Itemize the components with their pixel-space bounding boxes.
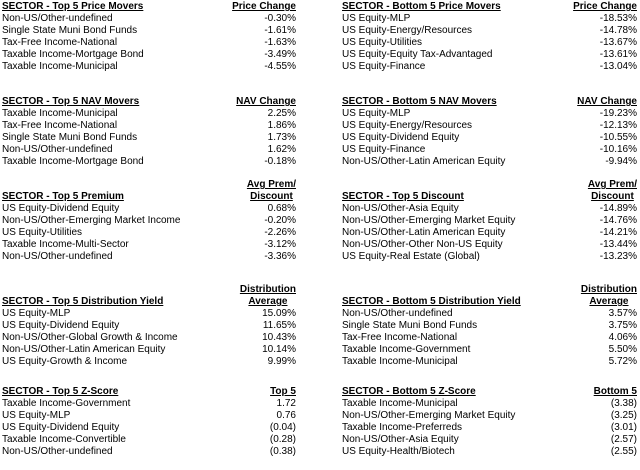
sector-name: US Equity-Energy/Resources bbox=[342, 120, 473, 131]
section-header bbox=[341, 177, 638, 203]
table-row bbox=[1, 422, 297, 434]
table-row bbox=[1, 156, 297, 168]
sector-value: -18.53% bbox=[599, 13, 637, 24]
section-sector-bottom-5-z-score bbox=[341, 385, 638, 458]
table-row bbox=[341, 239, 638, 251]
table-row bbox=[341, 410, 638, 422]
section-header bbox=[341, 0, 638, 13]
table-row bbox=[1, 61, 297, 73]
sector-value: 5.50% bbox=[608, 344, 637, 355]
sector-value: -19.23% bbox=[599, 108, 637, 119]
sector-value: -3.36% bbox=[264, 251, 296, 262]
table-row bbox=[341, 251, 638, 263]
metric-header-line: Distribution bbox=[580, 284, 637, 295]
table-row bbox=[341, 320, 638, 332]
table-row bbox=[341, 25, 638, 37]
sector-name: Taxable Income-Government bbox=[342, 344, 471, 355]
sector-value: -14.21% bbox=[599, 227, 637, 238]
table-row bbox=[1, 25, 297, 37]
section-header bbox=[341, 282, 638, 308]
sector-value: (0.38) bbox=[269, 446, 296, 457]
sector-value: -14.78% bbox=[599, 25, 637, 36]
table-row bbox=[341, 144, 638, 156]
metric-header-line: Discount bbox=[250, 191, 293, 202]
section-title: SECTOR - Top 5 Distribution Yield bbox=[2, 296, 164, 307]
sector-name: Taxable Income-Preferreds bbox=[342, 422, 463, 433]
table-row bbox=[1, 239, 297, 251]
sector-value: -13.44% bbox=[599, 239, 637, 250]
section-sector-bottom-5-distribution-yield bbox=[341, 282, 638, 368]
metric-header-line: Bottom 5 bbox=[593, 386, 637, 397]
metric-header bbox=[581, 284, 637, 308]
table-row bbox=[341, 422, 638, 434]
table-row bbox=[341, 156, 638, 168]
sector-name: Non-US/Other-Emerging Market Income bbox=[2, 215, 181, 226]
table-row bbox=[341, 61, 638, 73]
table-row bbox=[1, 356, 297, 368]
sector-name: US Equity-Finance bbox=[342, 144, 426, 155]
metric-header-line: Avg Prem/ bbox=[246, 179, 296, 190]
sector-value: 1.72 bbox=[276, 398, 296, 409]
table-row bbox=[341, 332, 638, 344]
metric-header-line: Discount bbox=[591, 191, 634, 202]
table-row bbox=[341, 227, 638, 239]
sector-value: (2.57) bbox=[610, 434, 637, 445]
table-row bbox=[1, 344, 297, 356]
table-row bbox=[1, 251, 297, 263]
metric-header-line: Average bbox=[589, 296, 629, 307]
sector-name: US Equity-Utilities bbox=[342, 37, 423, 48]
metric-header bbox=[573, 1, 637, 13]
metric-header-line: NAV Change bbox=[577, 96, 637, 107]
sector-value: 5.72% bbox=[608, 356, 637, 367]
sector-value: 11.65% bbox=[262, 320, 296, 331]
sector-name: Single State Muni Bond Funds bbox=[342, 320, 478, 331]
sector-value: (3.38) bbox=[610, 398, 637, 409]
table-row bbox=[1, 320, 297, 332]
table-row bbox=[341, 203, 638, 215]
sector-name: Non-US/Other-Emerging Market Equity bbox=[342, 410, 516, 421]
sector-name: Non-US/Other-Latin American Equity bbox=[2, 344, 166, 355]
section-header bbox=[1, 385, 297, 398]
section-header bbox=[1, 282, 297, 308]
sector-name: US Equity-Dividend Equity bbox=[2, 203, 120, 214]
sector-value: -1.61% bbox=[264, 25, 296, 36]
sector-value: -13.61% bbox=[599, 49, 637, 60]
sector-name: Single State Muni Bond Funds bbox=[2, 132, 138, 143]
section-title: SECTOR - Bottom 5 NAV Movers bbox=[342, 96, 497, 107]
sector-name: Taxable Income-Government bbox=[2, 398, 131, 409]
table-row bbox=[1, 37, 297, 49]
table-row bbox=[341, 37, 638, 49]
sector-value: 1.86% bbox=[267, 120, 296, 131]
table-row bbox=[341, 344, 638, 356]
sector-name: Non-US/Other-undefined bbox=[2, 144, 113, 155]
table-row bbox=[341, 215, 638, 227]
sector-name: Taxable Income-Convertible bbox=[2, 434, 126, 445]
metric-header bbox=[270, 386, 296, 398]
metric-header-line: Price Change bbox=[573, 1, 637, 12]
sector-value: 3.75% bbox=[608, 320, 637, 331]
sector-value: -2.26% bbox=[264, 227, 296, 238]
sector-name: Non-US/Other-Asia Equity bbox=[342, 203, 459, 214]
sector-name: US Equity-Real Estate (Global) bbox=[342, 251, 480, 262]
sector-value: 0.76 bbox=[276, 410, 296, 421]
table-row bbox=[1, 49, 297, 61]
sector-name: Taxable Income-Mortgage Bond bbox=[2, 156, 144, 167]
sector-name: Non-US/Other-undefined bbox=[342, 308, 453, 319]
sector-name: US Equity-Equity Tax-Advantaged bbox=[342, 49, 493, 60]
sector-name: US Equity-Utilities bbox=[2, 227, 83, 238]
metric-header-line: Top 5 bbox=[270, 386, 296, 397]
sector-name: US Equity-Health/Biotech bbox=[342, 446, 455, 457]
sector-value: -0.20% bbox=[264, 215, 296, 226]
sector-value: 3.57% bbox=[608, 308, 637, 319]
sector-value: -10.16% bbox=[599, 144, 637, 155]
metric-header bbox=[588, 179, 637, 203]
sector-name: Taxable Income-Municipal bbox=[342, 356, 458, 367]
table-row bbox=[1, 108, 297, 120]
sector-value: -14.89% bbox=[599, 203, 637, 214]
table-row bbox=[1, 308, 297, 320]
metric-header bbox=[577, 96, 637, 108]
sector-value: (0.28) bbox=[269, 434, 296, 445]
section-header bbox=[1, 95, 297, 108]
section-sector-bottom-5-nav-movers bbox=[341, 95, 638, 168]
section-header bbox=[1, 177, 297, 203]
table-row bbox=[1, 446, 297, 458]
sector-name: US Equity-MLP bbox=[2, 308, 71, 319]
sector-name: Taxable Income-Multi-Sector bbox=[2, 239, 129, 250]
section-sector-top-5-nav-movers bbox=[1, 95, 297, 168]
sector-name: US Equity-Growth & Income bbox=[2, 356, 128, 367]
sector-value: 1.62% bbox=[267, 144, 296, 155]
section-title: SECTOR - Top 5 Z-Score bbox=[2, 386, 119, 397]
sector-name: US Equity-Dividend Equity bbox=[2, 422, 120, 433]
sector-value: -13.04% bbox=[599, 61, 637, 72]
table-row bbox=[1, 144, 297, 156]
sector-value: 9.99% bbox=[267, 356, 296, 367]
sector-name: Non-US/Other-Latin American Equity bbox=[342, 227, 506, 238]
table-row bbox=[341, 120, 638, 132]
sector-name: Taxable Income-Municipal bbox=[342, 398, 458, 409]
section-header bbox=[341, 385, 638, 398]
section-title: SECTOR - Top 5 NAV Movers bbox=[2, 96, 140, 107]
section-sector-top-5-discount bbox=[341, 177, 638, 263]
sector-value: -14.76% bbox=[599, 215, 637, 226]
section-title: SECTOR - Bottom 5 Price Movers bbox=[342, 1, 501, 12]
sector-name: Tax-Free Income-National bbox=[2, 120, 118, 131]
sector-name: Non-US/Other-undefined bbox=[2, 13, 113, 24]
metric-header bbox=[240, 284, 296, 308]
metric-header-line: NAV Change bbox=[236, 96, 296, 107]
metric-header-line: Price Change bbox=[232, 1, 296, 12]
metric-header bbox=[236, 96, 296, 108]
table-row bbox=[1, 332, 297, 344]
table-row bbox=[1, 410, 297, 422]
section-title: SECTOR - Top 5 Price Movers bbox=[2, 1, 144, 12]
sector-name: Non-US/Other-undefined bbox=[2, 446, 113, 457]
sector-value: -10.55% bbox=[599, 132, 637, 143]
sector-value: 4.06% bbox=[608, 332, 637, 343]
sector-value: -3.49% bbox=[264, 49, 296, 60]
sector-name: Non-US/Other-undefined bbox=[2, 251, 113, 262]
sector-name: Taxable Income-Municipal bbox=[2, 61, 118, 72]
table-row bbox=[341, 108, 638, 120]
section-header bbox=[1, 0, 297, 13]
table-row bbox=[1, 434, 297, 446]
section-title: SECTOR - Top 5 Discount bbox=[342, 191, 464, 202]
sector-name: Tax-Free Income-National bbox=[2, 37, 118, 48]
section-header bbox=[341, 95, 638, 108]
sector-name: Single State Muni Bond Funds bbox=[2, 25, 138, 36]
table-row bbox=[341, 132, 638, 144]
sector-value: -0.18% bbox=[264, 156, 296, 167]
sector-name: US Equity-Dividend Equity bbox=[2, 320, 120, 331]
sector-name: US Equity-MLP bbox=[342, 13, 411, 24]
sector-name: US Equity-Energy/Resources bbox=[342, 25, 473, 36]
table-row bbox=[341, 398, 638, 410]
table-row bbox=[341, 434, 638, 446]
sector-name: Taxable Income-Municipal bbox=[2, 108, 118, 119]
table-row bbox=[1, 13, 297, 25]
section-title: SECTOR - Bottom 5 Z-Score bbox=[342, 386, 476, 397]
sector-value: 2.25% bbox=[267, 108, 296, 119]
table-row bbox=[341, 446, 638, 458]
sector-name: Non-US/Other-Global Growth & Income bbox=[2, 332, 178, 343]
table-row bbox=[341, 308, 638, 320]
sector-name: Non-US/Other-Asia Equity bbox=[342, 434, 459, 445]
table-row bbox=[341, 356, 638, 368]
table-row bbox=[341, 13, 638, 25]
sector-value: -4.55% bbox=[264, 61, 296, 72]
sector-value: (0.04) bbox=[269, 422, 296, 433]
metric-header bbox=[247, 179, 296, 203]
metric-header-line: Avg Prem/ bbox=[587, 179, 637, 190]
section-sector-bottom-5-price-movers bbox=[341, 0, 638, 73]
sector-name: US Equity-MLP bbox=[2, 410, 71, 421]
sector-value: (3.25) bbox=[610, 410, 637, 421]
section-title: SECTOR - Bottom 5 Distribution Yield bbox=[342, 296, 521, 307]
metric-header-line: Average bbox=[248, 296, 288, 307]
sector-name: US Equity-Dividend Equity bbox=[342, 132, 460, 143]
sector-name: Taxable Income-Mortgage Bond bbox=[2, 49, 144, 60]
sector-value: 15.09% bbox=[262, 308, 296, 319]
table-row bbox=[341, 49, 638, 61]
sector-value: -0.30% bbox=[264, 13, 296, 24]
sector-value: -9.94% bbox=[605, 156, 637, 167]
section-title: SECTOR - Top 5 Premium bbox=[2, 191, 124, 202]
table-row bbox=[1, 227, 297, 239]
sector-name: Tax-Free Income-National bbox=[342, 332, 458, 343]
sector-name: Non-US/Other-Latin American Equity bbox=[342, 156, 506, 167]
metric-header-line: Distribution bbox=[239, 284, 296, 295]
metric-header bbox=[594, 386, 637, 398]
sector-value: -1.63% bbox=[264, 37, 296, 48]
table-row bbox=[1, 398, 297, 410]
section-sector-top-5-price-movers bbox=[1, 0, 297, 73]
sector-value: 10.14% bbox=[262, 344, 296, 355]
sector-value: 0.68% bbox=[267, 203, 296, 214]
sector-name: US Equity-MLP bbox=[342, 108, 411, 119]
section-sector-top-5-z-score bbox=[1, 385, 297, 458]
table-row bbox=[1, 132, 297, 144]
sector-name: Non-US/Other-Other Non-US Equity bbox=[342, 239, 503, 250]
sector-value: (2.55) bbox=[610, 446, 637, 457]
table-row bbox=[1, 215, 297, 227]
table-row bbox=[1, 203, 297, 215]
sector-name: US Equity-Finance bbox=[342, 61, 426, 72]
sector-value: -13.23% bbox=[599, 251, 637, 262]
sector-value: -12.13% bbox=[599, 120, 637, 131]
metric-header bbox=[232, 1, 296, 13]
section-sector-top-5-premium bbox=[1, 177, 297, 263]
sector-value: 1.73% bbox=[267, 132, 296, 143]
table-row bbox=[1, 120, 297, 132]
sector-value: -3.12% bbox=[264, 239, 296, 250]
sector-value: (3.01) bbox=[610, 422, 637, 433]
sector-name: Non-US/Other-Emerging Market Equity bbox=[342, 215, 516, 226]
sector-value: -13.67% bbox=[599, 37, 637, 48]
section-sector-top-5-distribution-yield bbox=[1, 282, 297, 368]
sector-value: 10.43% bbox=[262, 332, 296, 343]
